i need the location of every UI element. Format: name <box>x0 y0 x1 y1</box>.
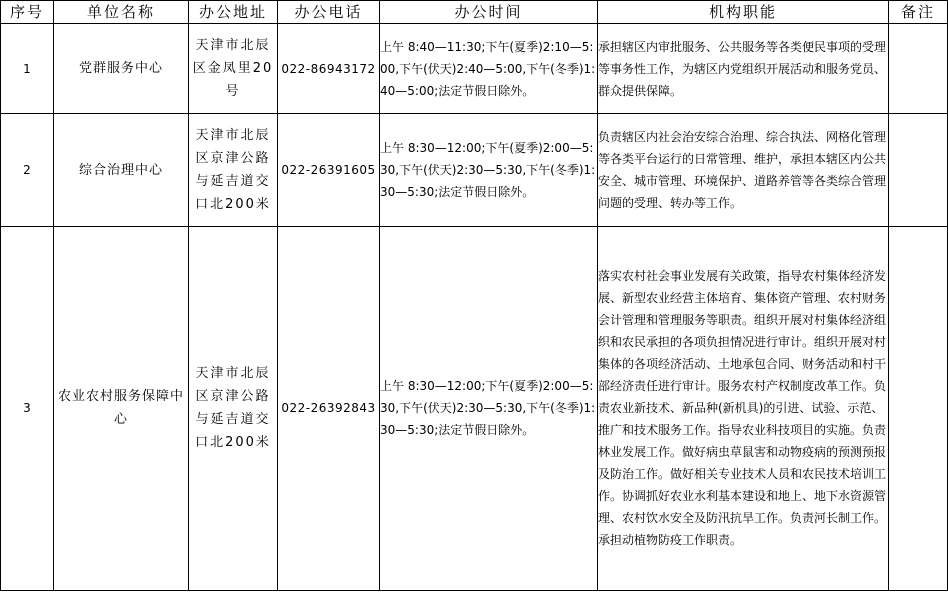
seq-cell: 2 <box>1 114 54 226</box>
header-function: 机构职能 <box>598 1 889 24</box>
header-phone: 办公电话 <box>278 1 380 24</box>
header-seq: 序号 <box>1 1 54 24</box>
table-row <box>1 226 948 590</box>
header-unit-name: 单位名称 <box>54 1 189 24</box>
table-row <box>1 114 948 226</box>
phone-cell: 022-26391605 <box>278 114 380 226</box>
note-cell <box>889 114 948 226</box>
header-address: 办公地址 <box>189 1 278 24</box>
address-cell: 天津市北辰区金凤里20号 <box>189 24 278 114</box>
phone-cell: 022-86943172 <box>278 24 380 114</box>
phone-cell: 022-26392843 <box>278 226 380 590</box>
hours-cell: 上午 8:30—12:00;下午(夏季)2:00—5:30,下午(伏天)2:30—5:30,下午(冬季)1:30—5:30;法定节假日除外。 <box>380 114 598 226</box>
note-cell <box>889 24 948 114</box>
function-cell: 负责辖区内社会治安综合治理、综合执法、网格化管理等各类平台运行的日常管理、维护，承担本辖区内公共安全、城市管理、环境保护、道路养管等各类综合管理问题的受理、转办等工作。 <box>598 114 889 226</box>
table-row <box>1 24 948 114</box>
function-cell: 落实农村社会事业发展有关政策，指导农村集体经济发展、新型农业经营主体培育、集体资产管理、农村财务会计管理和管理服务等职责。组织开展对村集体经济组织和农民承担的各项负担情况进行审计。组织开展对村集体的各项经济活动、土地承包合同、财务活动和村干部经济责任进行审计。服务农村产权制度改革工作。负责农业新技术、新品种(新机具)的引进、试验、示范、推广和技术服务工作。指导农业科技项目的实施。负责林业发展工作。做好病虫草鼠害和动物疫病的预测预报及防治工作。做好相关专业技术人员和农民技术培训工作。协调抓好农业水利基本建设和地上、地下水资源管理、农村饮水安全及防汛抗旱工作。负责河长制工作。承担动植物防疫工作职责。 <box>598 226 889 590</box>
header-hours: 办公时间 <box>380 1 598 24</box>
address-cell: 天津市北辰区京津公路与延吉道交口北200米 <box>189 114 278 226</box>
seq-cell: 3 <box>1 226 54 590</box>
unit-name-cell: 党群服务中心 <box>54 24 189 114</box>
header-row <box>1 1 948 24</box>
function-cell: 承担辖区内审批服务、公共服务等各类便民事项的受理等事务性工作，为辖区内党组织开展活动和服务党员、群众提供保障。 <box>598 24 889 114</box>
unit-name-cell: 综合治理中心 <box>54 114 189 226</box>
address-cell: 天津市北辰区京津公路与延吉道交口北200米 <box>189 226 278 590</box>
hours-cell: 上午 8:30—12:00;下午(夏季)2:00—5:30,下午(伏天)2:30—5:30,下午(冬季)1:30—5:30;法定节假日除外。 <box>380 226 598 590</box>
note-cell <box>889 226 948 590</box>
unit-name-cell: 农业农村服务保障中心 <box>54 226 189 590</box>
header-note: 备注 <box>889 1 948 24</box>
seq-cell: 1 <box>1 24 54 114</box>
hours-cell: 上午 8:40—11:30;下午(夏季)2:10—5:00,下午(伏天)2:40—5:00,下午(冬季)1:40—5:00;法定节假日除外。 <box>380 24 598 114</box>
